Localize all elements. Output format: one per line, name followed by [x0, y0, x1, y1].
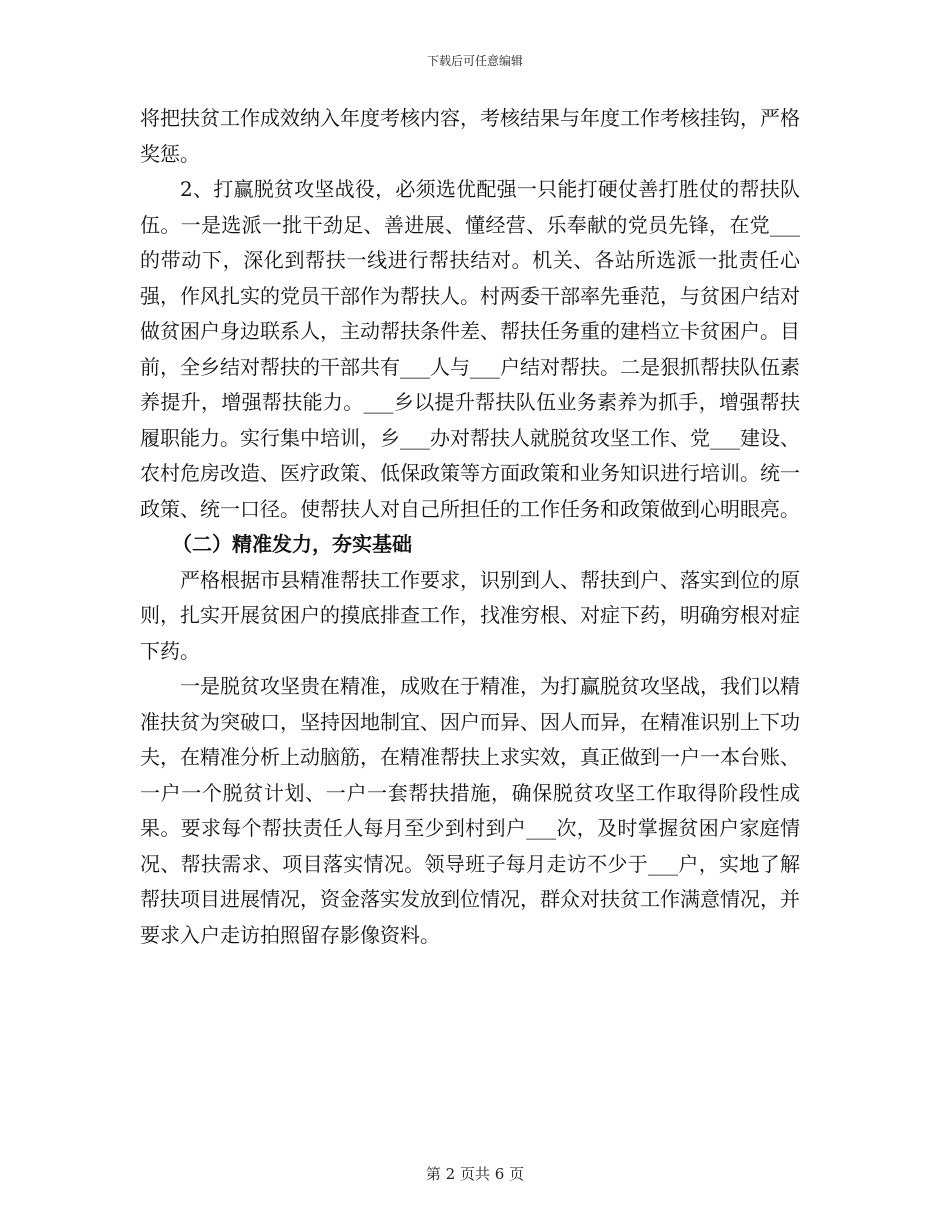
page-header: 下载后可任意编辑 — [426, 54, 523, 68]
section-heading: （二）精准发力，夯实基础 — [172, 532, 412, 556]
paragraph-team-building: 2、打赢脱贫攻坚战役，必须选优配强一只能打硬仗善打胜仗的帮扶队伍。一是选派一批干劲足、善进展、懂经营、乐奉献的党员先锋，在党___的带动下，深化到帮扶一线进行帮扶结对。机关、各站所选派一批责任心强，作风扎实的党员干部作为帮扶人。村两委干部率先垂范，与贫困户结对做贫困户身边联系人，主动帮扶条件差、帮扶任务重的建档立卡贫困户。目前，全乡结对帮扶的干部共有___人与___户结对帮扶。二是狠抓帮扶队伍素养提升，增强帮扶能力。___乡以提升帮扶队伍业务素养为抓手，增强帮扶履职能力。实行集中培训，乡___办对帮扶人就脱贫攻坚工作、党___建设、农村危房改造、医疗政策、低保政策等方面政策和业务知识进行培训。统一政策、统一口径。使帮扶人对自己所担任的工作任务和政策做到心明眼亮。 — [140, 177, 800, 521]
paragraph-precision: 一是脱贫攻坚贵在精准，成败在于精准，为打赢脱贫攻坚战，我们以精准扶贫为突破口，坚持因地制宜、因户而异、因人而异，在精准识别上下功夫，在精准分析上动脑筋，在精准帮扶上求实效，真正做到一户一本台账、一户一个脱贫计划、一户一套帮扶措施，确保脱贫攻坚工作取得阶段性成果。要求每个帮扶责任人每月至少到村到户___次，及时掌握贫困户家庭情况、帮扶需求、项目落实情况。领导班子每月走访不少于___户，实地了解帮扶项目进展情况，资金落实发放到位情况，群众对扶贫工作满意情况，并要求入户走访拍照留存影像资料。 — [140, 674, 800, 947]
paragraph-principles: 严格根据市县精准帮扶工作要求，识别到人、帮扶到户、落实到位的原则，扎实开展贫困户的摸底排查工作，找准穷根、对症下药，明确穷根对症下药。 — [140, 567, 800, 663]
document-body — [140, 101, 800, 953]
page-footer: 第 2 页共 6 页 — [425, 1165, 525, 1183]
paragraph-continuation: 将把扶贫工作成效纳入年度考核内容，考核结果与年度工作考核挂钩，严格奖惩。 — [140, 106, 800, 166]
